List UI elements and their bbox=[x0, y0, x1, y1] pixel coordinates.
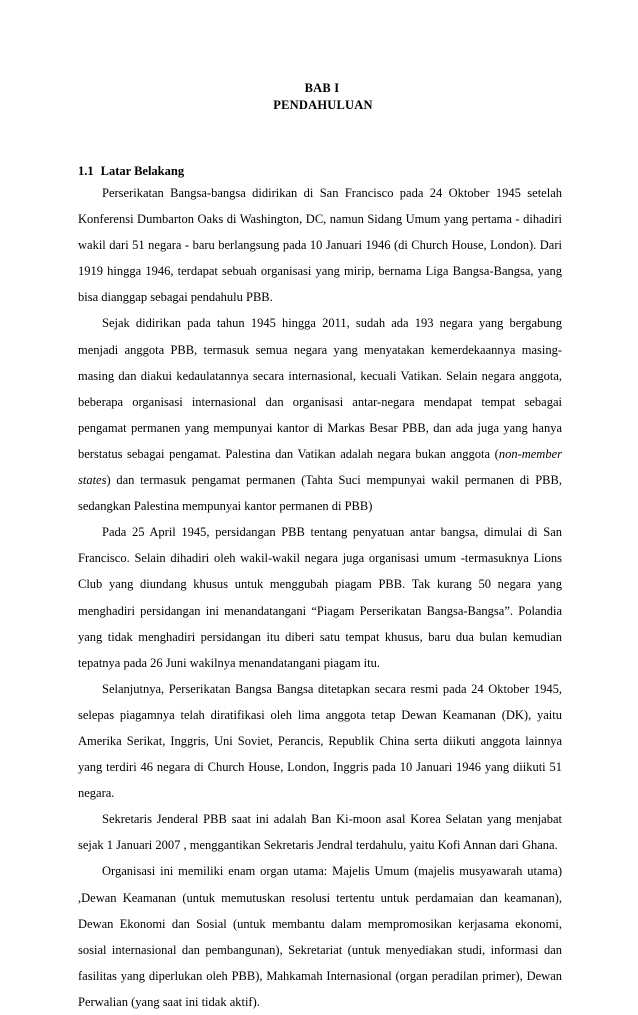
paragraph-membership-italic: non-member states bbox=[78, 446, 562, 488]
chapter-title: PENDAHULUAN bbox=[273, 98, 373, 112]
paragraph-establishment: Selanjutnya, Perserikatan Bangsa Bangsa ditetapkan secara resmi pada 24 Oktober 1945, selepas piagamnya telah diratifikasi oleh lima anggota tetap Dewan Keamanan (DK), yaitu Amerika Serikat, Inggris, Uni Soviet, Perancis, Republik China serta diikuti anggota lainnya yang terdiri 46 negara di Church House, London, Inggris pada 10 Januari 1946 yang diikuti 51 negara. bbox=[78, 681, 562, 801]
paragraph-organs: Organisasi ini memiliki enam organ utama: Majelis Umum (majelis musyawarah utama) ,Dewan Keamanan (untuk memutuskan resolusi tertentu untuk perdamaian dan keamanan), Dewan Ekonomi dan Sosial (untuk membantu dalam mempromosikan kerjasama ekonomi, sosial internasional dan pembangunan), Sekretariat (untuk menyediakan studi, informasi dan fasilitas yang diperlukan oleh PBB), Mahkamah Internasional (organ peradilan primer), Dewan Perwalian (yang saat ini tidak aktif). bbox=[78, 864, 562, 1009]
section-title: Latar Belakang bbox=[100, 164, 185, 178]
body-text bbox=[78, 180, 562, 1015]
paragraph-membership bbox=[78, 310, 562, 519]
paragraph-membership-text-1: Sejak didirikan pada tahun 1945 hingga 2011, sudah ada 193 negara yang bergabung menjadi anggota PBB, termasuk semua negara yang menyatakan kemerdekaannya masing-masing dan diakui kedaulatannya secara internasional, kecuali Vatikan. Selain negara anggota, beberapa organisasi internasional dan organisasi antar-negara mendapat tempat sebagai pengamat permanen yang mempunyai kantor di Markas Besar PBB, dan ada juga yang hanya berstatus sebagai pengamat. Palestina dan Vatikan adalah negara bukan anggota ( bbox=[78, 316, 562, 461]
section-number: 1.1 bbox=[78, 164, 94, 178]
paragraph-membership-text-2: ) dan termasuk pengamat permanen (Tahta Suci mempunyai wakil permanen di PBB, sedangkan Palestina mempunyai kantor permanen di PBB) bbox=[78, 473, 562, 514]
paragraph-conference: Pada 25 April 1945, persidangan PBB tentang penyatuan antar bangsa, dimulai di San Francisco. Selain dihadiri oleh wakil-wakil negara juga organisasi umum -termasuknya Lions Club yang diundang khusus untuk menggubah piagam PBB. Tak kurang 50 negara yang menghadiri persidangan ini menandatangani “Piagam Perserikatan Bangsa-Bangsa”. Polandia yang tidak menghadiri persidangan itu diberi satu tempat khusus, baru dua bulan kemudian tepatnya pada 26 Juni wakilnya menandatangani piagam itu. bbox=[78, 525, 562, 670]
paragraph-secretary-general: Sekretaris Jenderal PBB saat ini adalah Ban Ki-moon asal Korea Selatan yang menjabat sejak 1 Januari 2007 , menggantikan Sekretaris Jendral terdahulu, yaitu Kofi Annan dari Ghana. bbox=[78, 812, 562, 853]
chapter-label: BAB I bbox=[304, 81, 340, 95]
paragraph-founding: Perserikatan Bangsa-bangsa didirikan di San Francisco pada 24 Oktober 1945 setelah Konferensi Dumbarton Oaks di Washington, DC, namun Sidang Umum yang pertama - dihadiri wakil dari 51 negara - baru berlangsung pada 10 Januari 1946 (di Church House, London). Dari 1919 hingga 1946, terdapat sebuah organisasi yang mirip, bernama Liga Bangsa-Bangsa, yang bisa dianggap sebagai pendahulu PBB. bbox=[78, 186, 562, 305]
section-heading bbox=[78, 164, 184, 179]
